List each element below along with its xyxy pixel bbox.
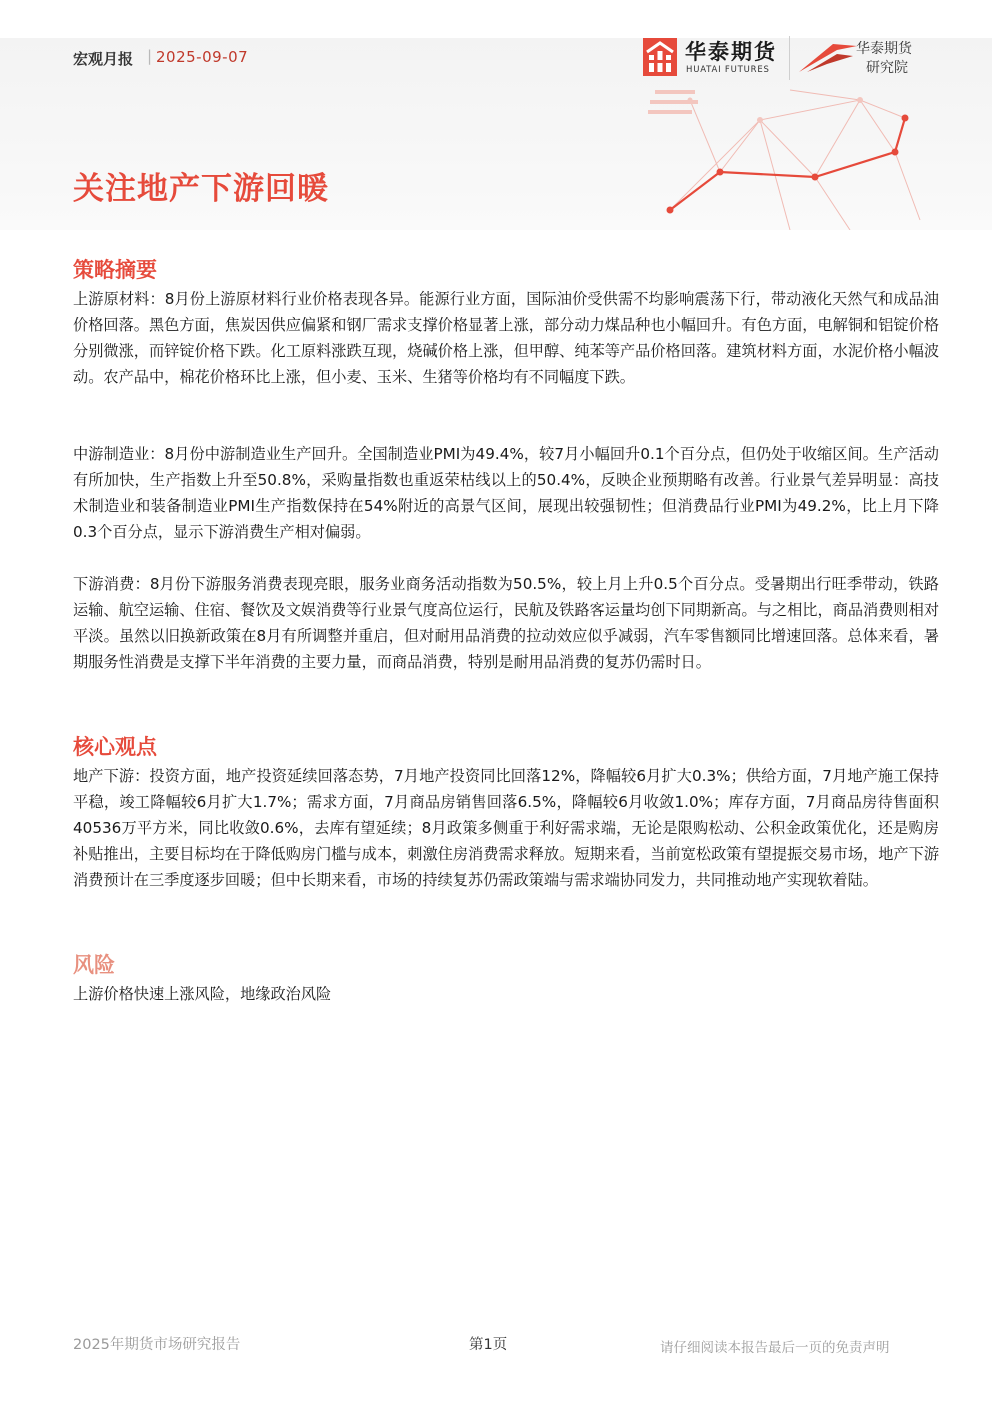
footer-page-number: 第1页: [469, 1337, 508, 1353]
section-heading-core: 核心观点: [73, 735, 157, 759]
risk-paragraph: 上游价格快速上涨风险，地缘政治风险: [73, 985, 332, 1003]
core-paragraph-property: 地产下游：投资方面，地产投资延续回落态势，7月地产投资同比回落12%，降幅较6月扩大0.3%；供给方面，7月地产施工保持平稳，竣工降幅较6月扩大1.7%；需求方面，7月商品房销售回落6.5%，降幅较6月收敛1.0%；库存方面，7月商品房待售面积40536万平方米，同比收敛0.6%，去库有望延续；8月政策多侧重于利好需求端，无论是限购松动、公积金政策优化，还是购房补贴推出，主要目标均在于降低购房门槛与成本，刺激住房消费需求释放。短期来看，当前宽松政策有望提振交易市场，地产下游消费预计在三季度逐步回暖；但中长期来看，市场的持续复苏仍需政策端与需求端协同发力，共同推动地产实现软着陆。: [73, 767, 939, 889]
brand-name-cn: 华泰期货: [685, 40, 777, 64]
strategy-paragraph-midstream: 中游制造业：8月份中游制造业生产回升。全国制造业PMI为49.4%，较7月小幅回升0.1个百分点，但仍处于收缩区间。生产活动有所加快，生产指数上升至50.8%，采购量指数也重返荣枯线以上的50.4%，反映企业预期略有改善。行业景气差异明显：高技术制造业和装备制造业PMI生产指数保持在54%附近的高景气区间，展现出较强韧性；但消费品行业PMI为49.2%，比上月下降0.3个百分点，显示下游消费生产相对偏弱。: [73, 445, 939, 541]
footer-report-name: 2025年期货市场研究报告: [73, 1337, 241, 1353]
institute-logo-icon: [797, 40, 859, 76]
section-heading-risk: 风险: [73, 953, 115, 977]
header-separator: |: [147, 47, 153, 65]
section-heading-strategy: 策略摘要: [73, 258, 157, 282]
brand-name-en: HUATAI FUTURES: [686, 65, 770, 75]
report-type: 宏观月报: [73, 50, 134, 68]
page-title: 关注地产下游回暖: [73, 171, 329, 207]
institute-name-line1: 华泰期货: [856, 41, 912, 57]
footer-disclaimer-note: 请仔细阅读本报告最后一页的免责声明: [660, 1340, 890, 1356]
huatai-logo-icon: [643, 38, 677, 76]
strategy-paragraph-downstream: 下游消费：8月份下游服务消费表现亮眼，服务业商务活动指数为50.5%，较上月上升0.5个百分点。受暑期出行旺季带动，铁路运输、航空运输、住宿、餐饮及文娱消费等行业景气度高位运行，民航及铁路客运量均创下同期新高。与之相比，商品消费则相对平淡。虽然以旧换新政策在8月有所调整并重启，但对耐用品消费的拉动效应似乎减弱，汽车零售额同比增速回落。总体来看，暑期服务性消费是支撑下半年消费的主要力量，而商品消费，特别是耐用品消费的复苏仍需时日。: [73, 575, 939, 671]
institute-name-line2: 研究院: [866, 60, 908, 76]
brand-divider: [789, 36, 790, 80]
network-decoration: [630, 80, 930, 230]
report-date: 2025-09-07: [156, 48, 249, 66]
strategy-paragraph-upstream: 上游原材料：8月份上游原材料行业价格表现各异。能源行业方面，国际油价受供需不均影响震荡下行，带动液化天然气和成品油价格回落。黑色方面，焦炭因供应偏紧和钢厂需求支撑价格显著上涨，部分动力煤品种也小幅回升。有色方面，电解铜和铝锭价格分别微涨，而锌锭价格下跌。化工原料涨跌互现，烧碱价格上涨，但甲醇、纯苯等产品价格回落。建筑材料方面，水泥价格小幅波动。农产品中，棉花价格环比上涨，但小麦、玉米、生猪等价格均有不同幅度下跌。: [73, 290, 939, 386]
